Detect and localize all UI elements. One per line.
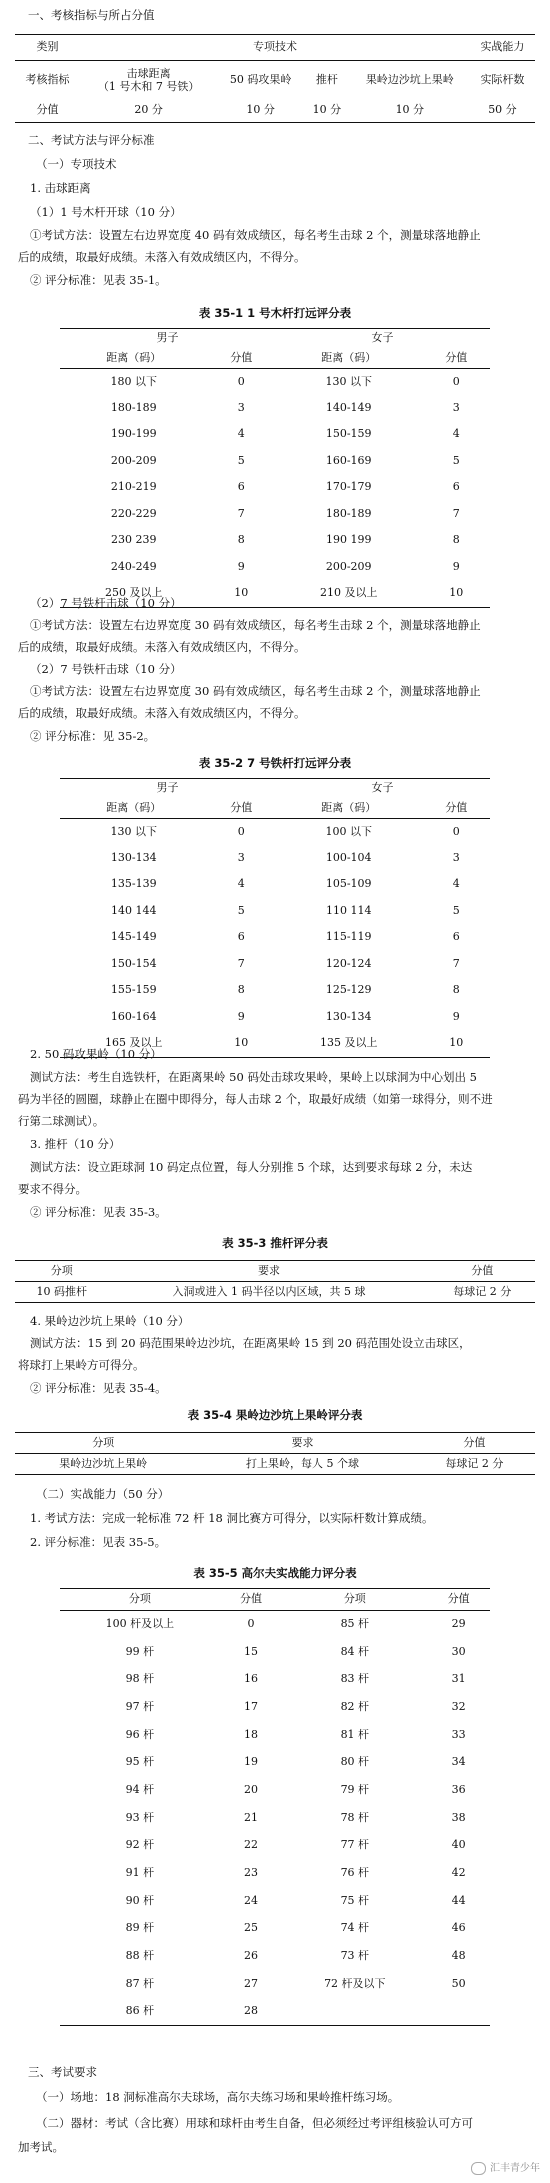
table-cell: 4 — [237, 877, 245, 891]
subsection-title: （一）专项技术 — [36, 157, 117, 171]
table-cell: 19 — [243, 1755, 258, 1769]
table-cell: 31 — [451, 1672, 466, 1686]
column-header: 分值 — [471, 1263, 494, 1277]
table-title: 表 35-4 果岭边沙坑上果岭评分表 — [187, 1408, 363, 1422]
table-cell: 考核指标 — [25, 72, 70, 86]
table-cell: 85 杆 — [340, 1617, 370, 1631]
table-cell: 190-199 — [110, 427, 157, 441]
table-cell: 135-139 — [110, 877, 157, 891]
table-cell: 99 杆 — [125, 1644, 155, 1658]
table-cell: 3 — [452, 400, 460, 414]
item-heading: （1）1 号木杆开球（10 分） — [30, 205, 182, 219]
table-cell: 10 — [234, 1036, 249, 1050]
table-row — [60, 1638, 490, 1666]
table-cell: 25 — [243, 1921, 258, 1935]
table-cell: 93 杆 — [125, 1810, 155, 1824]
table-cell: 28 — [243, 2004, 258, 2018]
table-row — [60, 1004, 490, 1031]
table-cell: 76 杆 — [340, 1866, 370, 1880]
paragraph: 行第二球测试）。 — [18, 1114, 105, 1128]
table-header-cell: 实战能力 — [480, 39, 525, 53]
table-cell: 0 — [452, 824, 460, 838]
paragraph: ①考试方法：设置左右边界宽度 30 码有效成绩区，每名考生击球 2 个，测量球落地静止 — [30, 684, 481, 698]
table-row — [60, 1832, 490, 1860]
paragraph: ② 评分标准：见表 35-4。 — [30, 1381, 167, 1395]
table-row — [60, 872, 490, 899]
table-cell: 果岭边沙坑上果岭 — [365, 72, 454, 86]
table-cell: 40 — [451, 1838, 466, 1852]
table-35-1-block — [0, 302, 550, 608]
table-cell: 160-164 — [110, 1009, 157, 1023]
table-cell: 24 — [243, 1893, 258, 1907]
column-header: 分值 — [445, 350, 468, 364]
table-cell: 81 杆 — [340, 1727, 370, 1741]
table-cell: 4 — [237, 427, 245, 441]
section-title: 三、考试要求 — [28, 2065, 97, 2079]
group-header: 男子 — [156, 781, 179, 795]
table-cell: 9 — [452, 559, 460, 573]
column-header: 分值 — [230, 350, 253, 364]
table-cell: 10 码推杆 — [36, 1284, 87, 1298]
table-row — [60, 1721, 490, 1749]
paragraph: 加考试。 — [18, 2140, 64, 2154]
section-approach-putt — [0, 1042, 550, 1224]
table-cell: 210-219 — [110, 480, 157, 494]
table-cell: 7 — [237, 506, 245, 520]
table-cell: 8 — [237, 983, 245, 997]
table-row — [60, 819, 490, 846]
paragraph: 码为半径的圆圈，球静止在圈中即得分，每人击球 2 个，取最好成绩（如第一球得分，则不进 — [18, 1092, 493, 1106]
table-cell: 86 杆 — [125, 2004, 155, 2018]
table-row — [60, 448, 490, 475]
table-cell: 16 — [243, 1672, 258, 1686]
table-row — [60, 422, 490, 449]
table-title: 表 35-3 推杆评分表 — [222, 1236, 328, 1250]
item-heading: 4. 果岭边沙坑上果岭（10 分） — [30, 1314, 190, 1328]
table-cell: 79 杆 — [340, 1783, 370, 1797]
table-row — [60, 951, 490, 978]
table-cell: 15 — [243, 1644, 258, 1658]
column-header: 距离（码） — [321, 800, 377, 814]
table-cell: 98 杆 — [125, 1672, 155, 1686]
paragraph: ①考试方法：设置左右边界宽度 30 码有效成绩区，每名考生击球 2 个，测量球落地静止 — [30, 618, 481, 632]
column-header: 要求 — [258, 1263, 280, 1277]
table-cell: 8 — [452, 533, 460, 547]
table-cell: 89 杆 — [125, 1921, 155, 1935]
table-cell: 0 — [247, 1617, 255, 1631]
table-header-cell: 类别 — [36, 39, 59, 53]
column-header: 分值 — [239, 1592, 262, 1606]
table-cell: 96 杆 — [125, 1727, 155, 1741]
table-cell: 7 — [452, 506, 460, 520]
table-cell: 180-189 — [325, 506, 372, 520]
paragraph: ② 评分标准：见表 35-3。 — [30, 1205, 167, 1219]
table-cell: 6 — [452, 480, 460, 494]
table-cell: 5 — [237, 453, 245, 467]
table-cell: 3 — [237, 850, 245, 864]
table-cell: 140 144 — [110, 903, 157, 917]
table-row — [60, 1970, 490, 1998]
table-cell: 击球距离 （1 号木和 7 号铁） — [97, 66, 200, 94]
table-row — [60, 1611, 490, 1639]
table-cell: 78 杆 — [340, 1810, 370, 1824]
table-cell: 105-109 — [325, 877, 372, 891]
table-cell: 6 — [237, 930, 245, 944]
table-cell: 9 — [237, 1009, 245, 1023]
watermark — [471, 2162, 540, 2176]
table-cell: 10 分 — [395, 103, 425, 117]
table-body — [60, 819, 490, 1058]
table-cell: 130-134 — [110, 850, 157, 864]
column-header: 分值 — [463, 1435, 486, 1449]
table-cell: 94 杆 — [125, 1783, 155, 1797]
paragraph: 要求不得分。 — [18, 1182, 87, 1196]
table-35-2-block — [0, 752, 550, 1058]
table-cell: 38 — [451, 1810, 466, 1824]
table-cell: 6 — [237, 480, 245, 494]
table-row — [60, 1777, 490, 1805]
table-cell: 100 杆及以上 — [105, 1617, 175, 1631]
table-cell: 130-134 — [325, 1009, 372, 1023]
table-cell: 实际杆数 — [480, 72, 525, 86]
table-cell: 10 — [449, 1036, 464, 1050]
table-35-4 — [15, 1432, 535, 1475]
subsection-title: （二）实战能力（50 分） — [36, 1487, 170, 1501]
paragraph: （一）场地：18 洞标准高尔夫球场，高尔夫练习场和果岭推杆练习场。 — [36, 2090, 400, 2104]
paragraph: ② 评分标准：见 35-2。 — [30, 729, 156, 743]
table-cell: 0 — [237, 374, 245, 388]
table-row — [60, 1943, 490, 1971]
section-title: 一、考核指标与所占分值 — [28, 8, 155, 22]
table-header-cell: 专项技术 — [252, 39, 297, 53]
table-cell: 32 — [451, 1699, 466, 1713]
table-cell: 210 及以上 — [319, 586, 378, 600]
group-header: 男子 — [156, 331, 179, 345]
table-cell: 打上果岭，每人 5 个球 — [246, 1456, 360, 1470]
indicator-table — [15, 34, 535, 123]
table-cell: 190 199 — [325, 533, 372, 547]
table-row — [60, 1749, 490, 1777]
table-cell: 50 码攻果岭 — [229, 72, 292, 86]
table-35-4-block — [0, 1404, 550, 1475]
section-iron — [0, 592, 550, 748]
paragraph: 后的成绩，取最好成绩。未落入有效成绩区内，不得分。 — [18, 706, 306, 720]
column-header: 分项 — [128, 1592, 151, 1606]
table-cell: 88 杆 — [125, 1949, 155, 1963]
item-heading: 2. 50 码攻果岭（10 分） — [30, 1047, 162, 1061]
item-heading: 3. 推杆（10 分） — [30, 1137, 121, 1151]
table-cell: 90 杆 — [125, 1893, 155, 1907]
table-cell: 48 — [451, 1949, 466, 1963]
table-cell: 20 — [243, 1783, 258, 1797]
table-cell: 74 杆 — [340, 1921, 370, 1935]
table-row — [60, 1998, 490, 2026]
table-cell: 9 — [237, 559, 245, 573]
table-cell: 每球记 2 分 — [453, 1284, 512, 1298]
table-cell: 44 — [451, 1893, 466, 1907]
table-cell: 5 — [452, 903, 460, 917]
table-cell: 140-149 — [325, 400, 372, 414]
table-cell: 27 — [243, 1976, 258, 1990]
table-row — [60, 1666, 490, 1694]
table-cell: 100 以下 — [325, 824, 372, 838]
column-header: 分值 — [447, 1592, 470, 1606]
table-cell: 150-159 — [325, 427, 372, 441]
section-indicators — [0, 8, 550, 123]
table-cell: 230 239 — [110, 533, 157, 547]
table-cell: 200-209 — [325, 559, 372, 573]
column-header: 要求 — [291, 1435, 314, 1449]
table-cell: 10 — [234, 586, 249, 600]
table-row — [60, 1860, 490, 1888]
table-cell: 17 — [243, 1699, 258, 1713]
paragraph: 将球打上果岭方可得分。 — [18, 1358, 145, 1372]
table-cell: 10 分 — [246, 103, 275, 117]
table-35-3 — [15, 1260, 535, 1303]
table-cell: 250 及以上 — [104, 586, 163, 600]
table-cell: 22 — [243, 1838, 258, 1852]
table-cell: 34 — [451, 1755, 466, 1769]
table-cell: 26 — [243, 1949, 258, 1963]
table-cell: 入洞或进入 1 码半径以内区域，共 5 球 — [172, 1284, 366, 1298]
table-35-2 — [60, 778, 490, 1058]
table-35-5 — [60, 1588, 490, 2026]
column-header: 分项 — [50, 1263, 73, 1277]
table-cell: 20 分 — [134, 103, 163, 117]
table-cell: 36 — [451, 1783, 466, 1797]
table-cell: 10 分 — [312, 103, 342, 117]
table-cell: 7 — [237, 956, 245, 970]
table-cell: 170-179 — [325, 480, 372, 494]
paragraph: 测试方法：15 到 20 码范围果岭边沙坑，在距离果岭 15 到 20 码范围处设立击球区， — [30, 1336, 471, 1350]
table-cell: 0 — [237, 824, 245, 838]
table-cell: 200-209 — [110, 453, 157, 467]
table-cell: 84 杆 — [340, 1644, 370, 1658]
column-header: 分值 — [230, 800, 253, 814]
table-row — [60, 1804, 490, 1832]
table-cell: 77 杆 — [340, 1838, 370, 1852]
paragraph: 1. 考试方法：完成一轮标准 72 杆 18 洞比赛方可得分，以实际杆数计算成绩。 — [30, 1511, 434, 1525]
table-title: 表 35-1 1 号木杆打远评分表 — [198, 306, 352, 320]
table-cell: 92 杆 — [125, 1838, 155, 1852]
table-title: 表 35-5 高尔夫实战能力评分表 — [193, 1566, 357, 1580]
table-row — [60, 369, 490, 396]
table-cell: 155-159 — [110, 983, 157, 997]
table-row — [60, 1694, 490, 1722]
table-cell: 0 — [452, 374, 460, 388]
table-cell: 21 — [243, 1810, 258, 1824]
paragraph: 2. 评分标准：见表 35-5。 — [30, 1535, 167, 1549]
table-body — [60, 1611, 490, 2026]
table-cell: 95 杆 — [125, 1755, 155, 1769]
paragraph: （二）器材：考试（含比赛）用球和球杆由考生自备，但必须经过考评组核验认可方可 — [36, 2116, 473, 2130]
column-header: 距离（码） — [321, 350, 377, 364]
table-row — [60, 845, 490, 872]
table-cell: 3 — [452, 850, 460, 864]
column-header: 分项 — [343, 1592, 366, 1606]
table-35-3-block — [0, 1232, 550, 1303]
section-methods — [0, 128, 550, 292]
table-cell: 8 — [452, 983, 460, 997]
table-cell: 91 杆 — [125, 1866, 155, 1880]
wechat-icon — [471, 2162, 486, 2175]
column-header: 距离（码） — [106, 350, 162, 364]
table-35-1 — [60, 328, 490, 608]
table-cell: 145-149 — [110, 930, 157, 944]
watermark-text: 汇丰青少年 — [490, 2162, 540, 2174]
group-header: 女子 — [371, 331, 394, 345]
table-row — [60, 475, 490, 502]
table-cell: 150-154 — [110, 956, 157, 970]
section-title: 二、考试方法与评分标准 — [28, 133, 155, 147]
table-cell: 130 以下 — [110, 824, 157, 838]
table-cell: 130 以下 — [325, 374, 372, 388]
paragraph: 测试方法：设立距球洞 10 码定点位置，每人分别推 5 个球，达到要求每球 2 分，未达 — [30, 1160, 473, 1174]
paragraph: 后的成绩，取最好成绩。未落入有效成绩区内，不得分。 — [18, 250, 306, 264]
table-row — [60, 898, 490, 925]
column-header: 分项 — [92, 1435, 115, 1449]
paragraph: 测试方法：考生自选铁杆，在距离果岭 50 码处击球攻果岭，果岭上以球洞为中心划出 5 — [30, 1070, 477, 1084]
table-cell: 165 及以上 — [104, 1036, 163, 1050]
table-cell: 125-129 — [325, 983, 372, 997]
table-cell: 18 — [243, 1727, 258, 1741]
table-row — [60, 1915, 490, 1943]
table-cell: 分值 — [36, 103, 59, 117]
table-cell: 5 — [237, 903, 245, 917]
table-row — [60, 925, 490, 952]
table-cell: 180 以下 — [110, 374, 157, 388]
table-cell: 42 — [451, 1866, 466, 1880]
table-cell: 160-169 — [325, 453, 372, 467]
table-cell: 10 — [449, 586, 464, 600]
table-cell: 果岭边沙坑上果岭 — [59, 1456, 148, 1470]
table-cell: 3 — [237, 400, 245, 414]
table-row — [60, 1887, 490, 1915]
table-row — [60, 978, 490, 1005]
table-cell: 100-104 — [325, 850, 372, 864]
table-cell: 83 杆 — [340, 1672, 370, 1686]
table-cell: 50 分 — [488, 103, 517, 117]
item-heading: （2）7 号铁杆击球（10 分） — [30, 662, 182, 676]
table-cell: 推杆 — [315, 72, 338, 86]
table-cell: 4 — [452, 427, 460, 441]
table-cell: 87 杆 — [125, 1976, 155, 1990]
table-cell — [427, 1998, 490, 2026]
table-cell: 23 — [243, 1866, 258, 1880]
paragraph: 后的成绩，取最好成绩。未落入有效成绩区内，不得分。 — [18, 640, 306, 654]
table-cell: 6 — [452, 930, 460, 944]
table-cell: 29 — [451, 1617, 466, 1631]
table-cell: 220-229 — [110, 506, 157, 520]
section-requirements — [0, 2060, 550, 2158]
table-cell: 46 — [451, 1921, 466, 1935]
table-cell: 50 — [451, 1976, 466, 1990]
table-cell: 80 杆 — [340, 1755, 370, 1769]
table-cell: 240-249 — [110, 559, 157, 573]
table-row — [60, 395, 490, 422]
table-title: 表 35-2 7 号铁杆打远评分表 — [198, 756, 352, 770]
table-cell: 9 — [452, 1009, 460, 1023]
table-cell: 8 — [237, 533, 245, 547]
table-row — [60, 528, 490, 555]
table-cell: 180-189 — [110, 400, 157, 414]
table-cell: 75 杆 — [340, 1893, 370, 1907]
table-cell: 5 — [452, 453, 460, 467]
group-header: 女子 — [371, 781, 394, 795]
table-cell: 120-124 — [325, 956, 372, 970]
item-heading: （2）7 号铁杆击球（10 分） — [30, 596, 182, 610]
item-heading: 1. 击球距离 — [30, 181, 91, 195]
column-header: 距离（码） — [106, 800, 162, 814]
column-header: 分值 — [445, 800, 468, 814]
paragraph: ② 评分标准：见表 35-1。 — [30, 273, 167, 287]
table-cell: 110 114 — [325, 903, 372, 917]
table-cell: 30 — [451, 1644, 466, 1658]
table-cell: 97 杆 — [125, 1699, 155, 1713]
table-cell: 73 杆 — [340, 1949, 370, 1963]
table-cell: 135 及以上 — [319, 1036, 378, 1050]
table-body — [60, 369, 490, 608]
table-35-5-block — [0, 1562, 550, 2026]
section-practical — [0, 1482, 550, 1554]
table-cell: 4 — [452, 877, 460, 891]
table-cell: 33 — [451, 1727, 466, 1741]
table-cell: 82 杆 — [340, 1699, 370, 1713]
paragraph: ①考试方法：设置左右边界宽度 40 码有效成绩区，每名考生击球 2 个，测量球落地静止 — [30, 228, 481, 242]
table-cell — [282, 1998, 427, 2026]
table-row — [60, 554, 490, 581]
section-bunker — [0, 1310, 550, 1400]
table-cell: 每球记 2 分 — [445, 1456, 504, 1470]
table-cell: 115-119 — [325, 930, 372, 944]
table-cell: 72 杆及以下 — [324, 1976, 386, 1990]
table-row — [60, 501, 490, 528]
table-cell: 7 — [452, 956, 460, 970]
